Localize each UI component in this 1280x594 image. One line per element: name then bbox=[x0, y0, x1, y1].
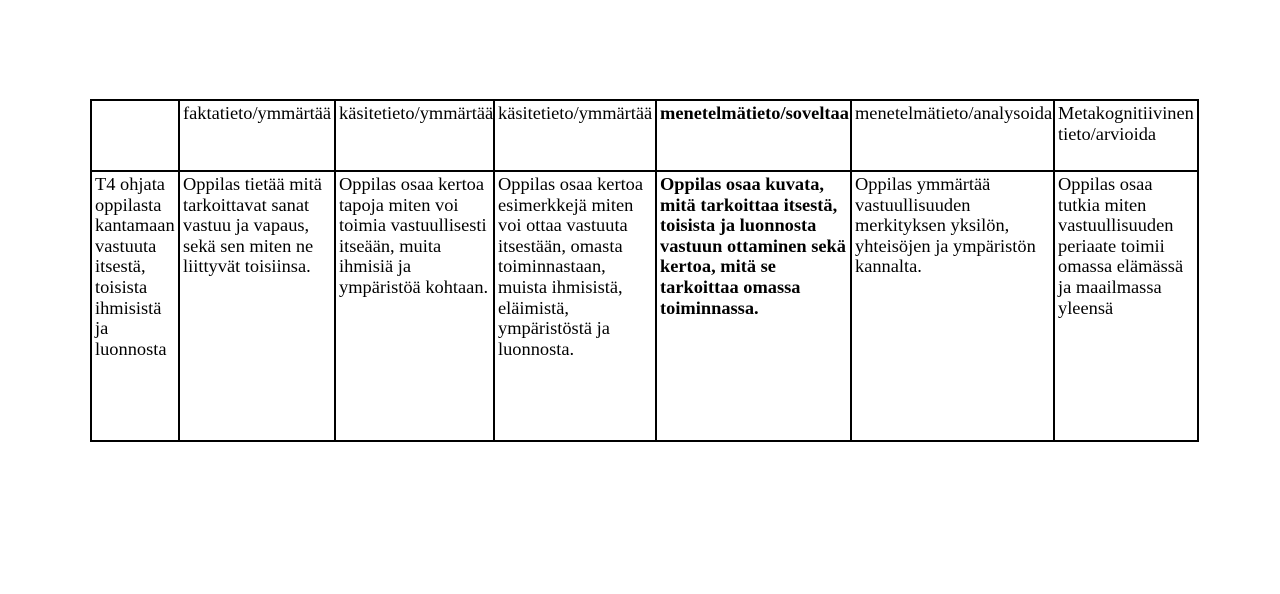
learning-objectives-table bbox=[90, 99, 1199, 442]
header-cell-menetelmatieto-analysoida: menetelmätieto/analysoida bbox=[851, 100, 1054, 171]
table-row bbox=[91, 171, 1198, 441]
criterion-cell-kasitetieto-1: Oppilas osaa kertoa tapoja miten voi toimia vastuullisesti itseään, muita ihmisiä ja ympäristöä kohtaan. bbox=[335, 171, 494, 441]
criterion-cell-metakognitiivinen: Oppilas osaa tutkia miten vastuullisuuden periaate toimii omassa elämässä ja maailmassa yleensä bbox=[1054, 171, 1198, 441]
table-header-row bbox=[91, 100, 1198, 171]
header-cell-faktatieto: faktatieto/ymmärtää bbox=[179, 100, 335, 171]
header-cell-kasitetieto-2: käsitetieto/ymmärtää bbox=[494, 100, 656, 171]
header-cell-kasitetieto-1: käsitetieto/ymmärtää bbox=[335, 100, 494, 171]
criterion-cell-kasitetieto-2: Oppilas osaa kertoa esimerkkejä miten voi ottaa vastuuta itsestään, omasta toiminnastaan, muista ihmisistä, eläimistä, ympäristöstä ja luonnosta. bbox=[494, 171, 656, 441]
criterion-cell-menetelmatieto-analysoida: Oppilas ymmärtää vastuullisuuden merkityksen yksilön, yhteisöjen ja ympäristön kannalta. bbox=[851, 171, 1054, 441]
header-cell-empty bbox=[91, 100, 179, 171]
header-cell-metakognitiivinen: Metakognitiivinen tieto/arvioida bbox=[1054, 100, 1198, 171]
criterion-cell-menetelmatieto-soveltaa: Oppilas osaa kuvata, mitä tarkoittaa itsestä, toisista ja luonnosta vastuun ottaminen sekä kertoa, mitä se tarkoittaa omassa toiminnassa. bbox=[656, 171, 851, 441]
header-cell-menetelmatieto-soveltaa: menetelmätieto/soveltaa bbox=[656, 100, 851, 171]
criterion-cell-faktatieto: Oppilas tietää mitä tarkoittavat sanat vastuu ja vapaus, sekä sen miten ne liittyvät toisiinsa. bbox=[179, 171, 335, 441]
objective-cell: T4 ohjata oppilasta kantamaan vastuuta itsestä, toisista ihmisistä ja luonnosta bbox=[91, 171, 179, 441]
